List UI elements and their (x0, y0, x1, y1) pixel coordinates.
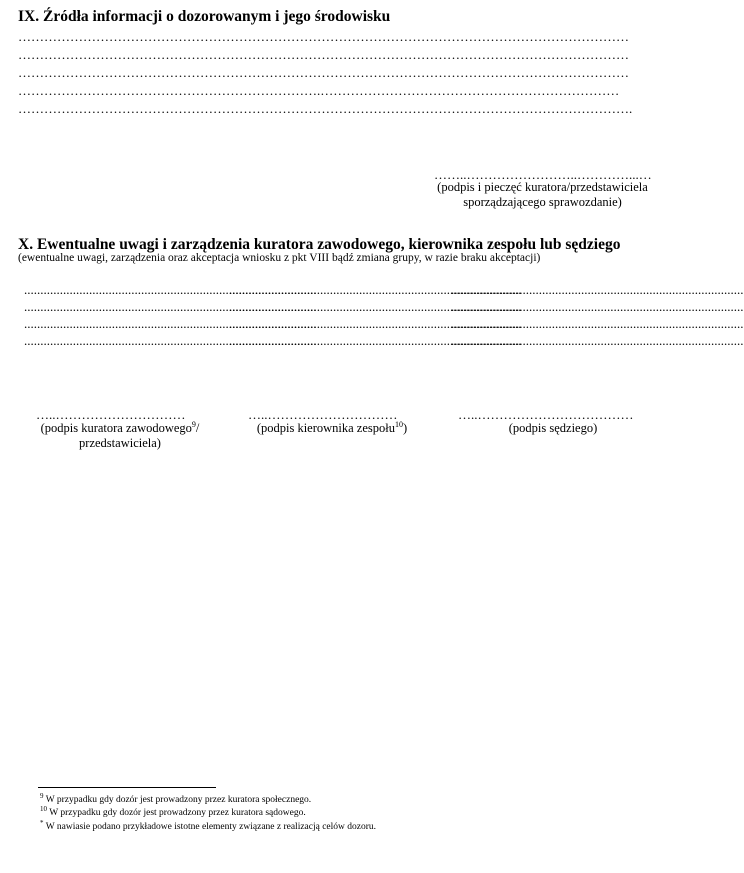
remarks-col2-line[interactable]: .......................................................................................... (229, 316, 522, 331)
section-9-heading: IX. Źródła informacji o dozorowanym i jego środowisku (18, 8, 391, 25)
section-9-dotted-line[interactable]: …………………………………………………………………………………………………………………………… (18, 65, 629, 80)
remarks-col2-line[interactable]: .......................................................................................... (229, 282, 522, 297)
section-9-dotted-line[interactable]: ……………………………………………………………………………………………………………………………. (18, 101, 633, 116)
professional-officer-signature-line[interactable]: …..………………………… (36, 407, 186, 422)
remarks-col1-line[interactable]: .......................................................................................... (24, 316, 317, 331)
section-9-dotted-line[interactable]: …………………………………………………………………………………………………………………………… (18, 47, 629, 62)
remarks-col3-line[interactable]: .......................................................................................... (451, 333, 744, 348)
section-9-dotted-line[interactable]: …………………………………………………………………………………………………………………………… (18, 29, 629, 44)
team-manager-signature-caption: (podpis kierownika zespołu$^{10}$) (256, 419, 408, 435)
team-manager-signature-line[interactable]: …..………………………… (248, 407, 398, 422)
remarks-col1-line[interactable]: .......................................................................................... (24, 282, 317, 297)
section-10-heading: X. Ewentualne uwagi i zarządzenia kuratora zawodowego, kierownika zespołu lub sędziego (18, 236, 621, 253)
professional-officer-signature-caption: (podpis kuratora zawodowego$^9$/ przedstawiciela) (40, 419, 200, 450)
reporter-signature-line[interactable]: ……..……………………..…………...… (434, 167, 652, 182)
section-10-subtitle: (ewentualne uwagi, zarządzenia oraz akceptacja wniosku z pkt VIII bądź zmiana grupy, w razie braku akceptacji) (18, 252, 541, 264)
remarks-col1-line[interactable]: .......................................................................................... (24, 333, 317, 348)
section-9-dotted-line[interactable]: …………………………………………………………….…………………………………………………………… (18, 83, 620, 98)
remarks-col3-line[interactable]: .......................................................................................... (451, 316, 744, 331)
footnote-9: $^9$ W przypadku gdy dozór jest prowadzony przez kuratora społecznego. (40, 791, 312, 805)
remarks-col3-line[interactable]: .......................................................................................... (451, 282, 744, 297)
remarks-col2-line[interactable]: .......................................................................................... (229, 333, 522, 348)
remarks-col1-line[interactable]: .......................................................................................... (24, 299, 317, 314)
remarks-col3-line[interactable]: .......................................................................................... (451, 299, 744, 314)
reporter-signature-caption: (podpis i pieczęć kuratora/przedstawiciela sporządzającego sprawozdanie) (437, 180, 648, 209)
footnote-10: $^{10}$ W przypadku gdy dozór jest prowadzony przez kuratora sądowego. (40, 804, 306, 818)
footnote-separator (38, 787, 216, 788)
footnote-asterisk: * W nawiasie podano przykładowe istotne elementy związane z realizacją celów dozoru. (40, 818, 377, 832)
judge-signature-line[interactable]: …..……………………………… (458, 407, 634, 422)
judge-signature-caption: (podpis sędziego) (508, 421, 598, 435)
remarks-col2-line[interactable]: .......................................................................................... (229, 299, 522, 314)
